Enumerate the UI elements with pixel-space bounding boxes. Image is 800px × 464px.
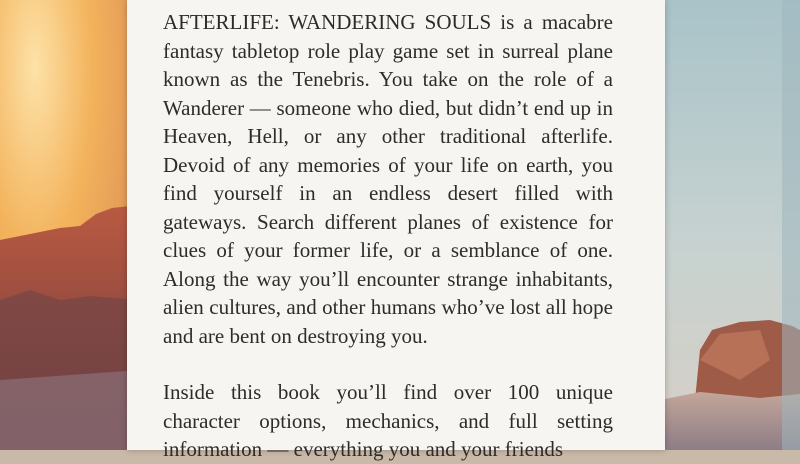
description-text bbox=[163, 8, 613, 464]
paragraph-intro: AFTERLIFE: WANDERING SOULS is a macabre fantasy tabletop role play game set in surreal plane known as the Tenebris. You take on the role of a Wanderer — someone who died, but didn’t end up in Heaven, Hell, or any other traditional afterlife. Devoid of any memories of your life on earth, you find yourself in an endless desert filled with gateways. Search different planes of existence for clues of your former life, or a semblance of one. Along the way you’ll encounter strange inhabitants, alien cultures, and other humans who’ve lost all hope and are bent on destroying you. bbox=[163, 10, 613, 348]
paragraph-contents: Inside this book you’ll find over 100 unique character options, mechanics, and full setting information — everything you and your friends bbox=[163, 380, 613, 461]
right-ground bbox=[660, 392, 800, 450]
left-ground bbox=[0, 370, 140, 450]
book-edge bbox=[782, 0, 800, 450]
text-panel bbox=[127, 0, 665, 461]
